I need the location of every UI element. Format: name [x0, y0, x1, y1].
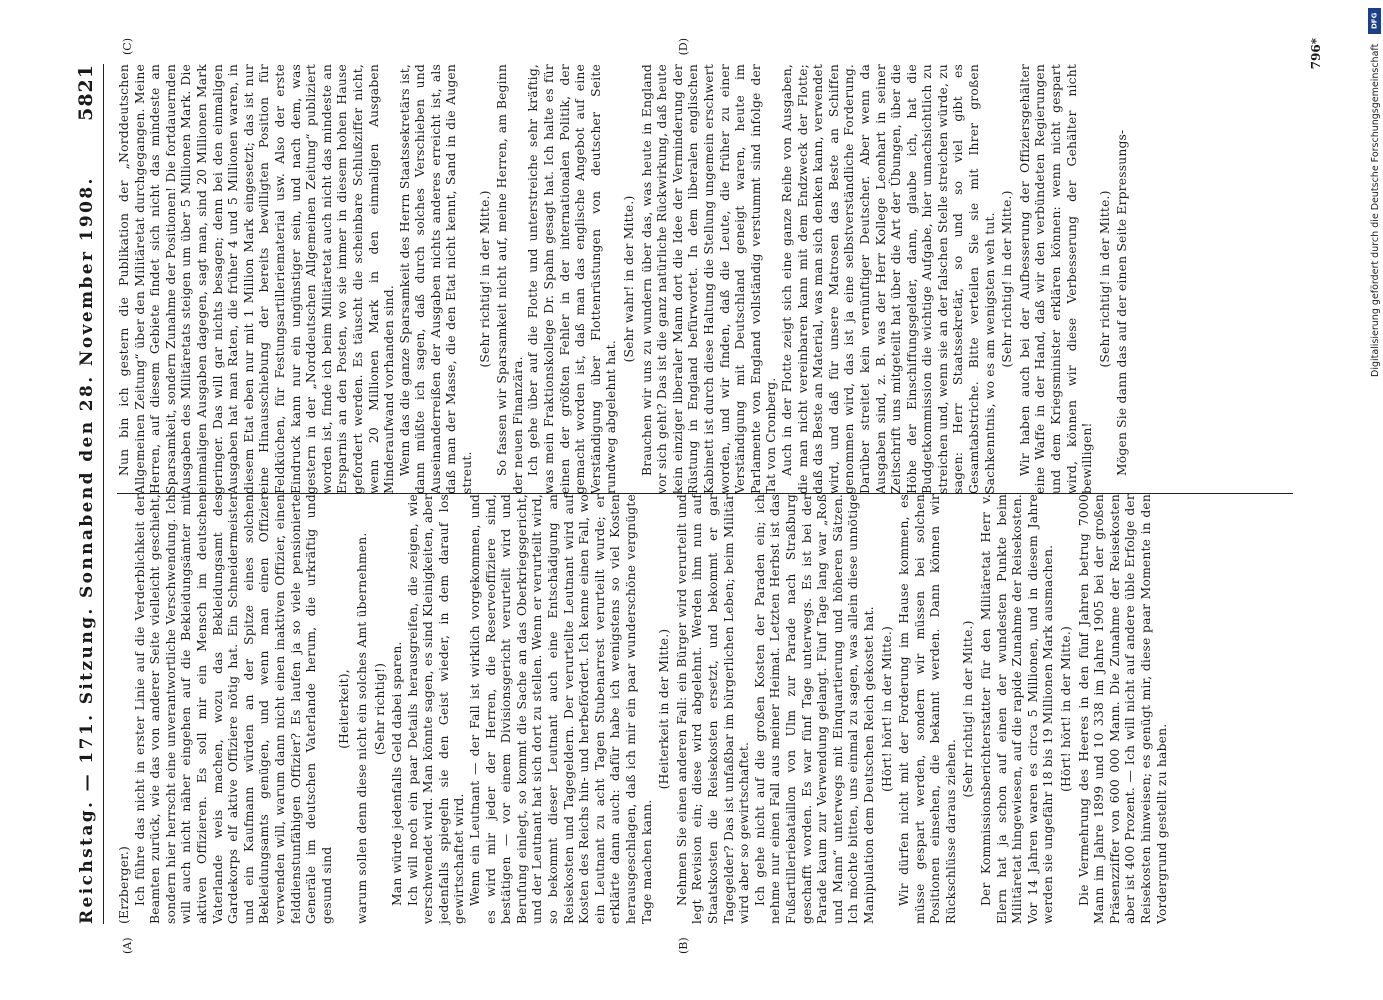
paragraph: Mögen Sie dann das auf der einen Seite Erpressungs- — [1115, 129, 1130, 476]
margin-marker-a: (A) — [121, 937, 134, 954]
interjection: (Sehr richtig! in der Mitte.) — [477, 190, 492, 368]
paragraph: So fassen wir Sparsamkeit nicht auf, meine Herren, am Beginn der neuen Finanzära. — [495, 64, 525, 494]
digitization-notice: Digitalisierung gefördert durch die Deutsche Forschungsgemeinschaft — [1370, 44, 1381, 378]
interjection: (Heiterkeit in der Mitte.) — [657, 628, 672, 790]
paragraph: Wenn ein Leutnant — der Fall ist wirklich vorgekommen, und es wird mir jeder der Herren, die Reserveoffiziere sind, bestätigen — vor einem Divisionsgericht verurteilt wird und Berufung einlegt, so kommt die Sache an das Oberkriegsgericht, und der Leutnant hat sich dort zu stellen. Wenn er verurteilt wird, so bekommt dieser Leutnant auch eine Entschädigung an Reisekosten und Tagegeldern. Der verurteilte Leutnant wird auf Kosten des Reichs hin- und herbefördert. Ich kenne einen Fall, wo ein Leutnant zu acht Tagen Stubenarrest verurteilt wurde; er erklärte dann auch: dafür habe ich wenigstens so viel Kosten herausgeschlagen, daß ich mir ein paar wunderschöne vergnügte Tage machen kann. — [468, 494, 654, 924]
interjection: (Heiterkeit), — [337, 669, 352, 749]
paragraph: Nehmen Sie einen anderen Fall: ein Bürger wird verurteilt und legt Revision ein; diese wird abgelehnt. Werden ihm nun auf Staatskosten die Reisekosten ersetzt, und bekommt er gar Tagegelder? Das ist unfaßbar im bürgerlichen Leben; beim Militär wird aber so gewirtschaftet. — [674, 494, 752, 924]
left-column — [117, 494, 1293, 924]
interjection: (Sehr richtig! in der Mitte.) — [1000, 190, 1015, 368]
digitization-strip — [1365, 0, 1383, 1000]
rotated-newspaper-page — [51, 30, 1331, 970]
paragraph: (Erzberger.) — [117, 846, 131, 924]
margin-marker-c: (C) — [121, 38, 134, 55]
paragraph: Auch in der Flotte zeigt sich eine ganze Reihe von Ausgaben, die man nicht vereinbaren kann mit dem Endzweck der Flotte; daß das Beste an Material, was man sich denken kann, verwendet wird, und daß für unsere Matrosen das Beste an Schiffen genommen wird, das ist ja eine selbstverständliche Forderung. Darüber streitet kein vernünftiger Deutscher. Aber wenn da Ausgaben sind, z. B. was der Herr Kollege Leonhart in seiner Zeitschrift uns mitgeteilt hat über die Art der Übungen, über die Höhe der Einschiffungsgelder, dann, glaube ich, hat die Budgetkommission die wichtige Aufgabe, hier unnachsichtlich zu streichen und, wenn sie an der falschen Stelle streichen würde, zu sagen: Herr Staatssekretär, so und so viel gibt es Gesamtabstriche. Bitte verteilen Sie sie mit Ihrer großen Sachkenntnis, wo es am wenigsten weh tut. — [779, 64, 997, 494]
paragraph: Wenn das die ganze Sparsamkeit des Herrn Staatssekretärs ist, dann müßte ich sagen, daß durch solches Verschieben und Auseinanderreißen der Ausgaben nichts anderes erreicht ist, als daß man der Masse, die den Etat nicht kennt, Sand in die Augen streut. — [397, 64, 475, 494]
paragraph: Wir haben auch bei der Aufbesserung der Offiziersgehälter eine Waffe in der Hand, daß wir den verbündeten Regierungen und dem Kriegsminister erklären können: wenn nicht gespart wird, können wir diese Verbesserung der Gehälter nicht bewilligen! — [1017, 64, 1095, 494]
interjection: (Hört! hört! in der Mitte.) — [879, 625, 894, 793]
page-header — [73, 64, 104, 924]
margin-marker-b: (B) — [677, 937, 690, 954]
interjection: (Sehr richtig! in der Mitte.) — [1097, 190, 1112, 368]
margin-marker-d: (D) — [677, 38, 690, 56]
interjection: (Sehr richtig! in der Mitte.) — [961, 620, 976, 798]
paragraph: Ich gehe über auf die Flotte und unterstreiche sehr kräftig, was mein Fraktionskollege Dr. Spahn gesagt hat. Ich halte es für einen der größten Fehler in der internationalen Politik, der gemacht worden ist, daß man das englische Angebot auf eine Verständigung über Flottenrüstungen von deutscher Seite rundweg abgelehnt hat. — [526, 64, 619, 494]
paragraph: Nun bin ich gestern die Publikation der „Norddeutschen Allgemeinen Zeitung“ über den Militäretat durchgegangen. Meine Herren, auf diesem Gebiete findet sich nicht das mindeste an Sparsamkeit, sondern Zunahme der Positionen! Die fortdauernden Ausgaben des Militäretats steigen um über 5 Millionen Mark. Die einmaligen Ausgaben dagegen, sagt man, sind 20 Millionen Mark geringer. Das will gar nichts besagen; denn bei den einmaligen Ausgaben hat man Raten, die früher 4 und 5 Millionen waren, in diesem Etat eben nur mit 1 Million Mark eingesetzt; das ist nur eine Hinausschiebung der bereits bewilligten Position für Feldküchen, für Festungsartilleriematerial usw. Also der erste Eindruck kann nur ein ungünstiger sein, und nach dem, was gestern in der „Norddeutschen Allgemeinen Zeitung“ publiziert worden ist, finde ich beim Militäretat auch nicht das mindeste an Ersparnis an den Posten, wo sie immer in diesem hohen Hause gefordert werden. Es täuscht die scheinbare Schlußziffer nicht, wenn 20 Millionen Mark in den einmaligen Ausgaben Minderaufwand vorhanden sind. — [117, 64, 397, 494]
dfg-logo: DFG — [1368, 8, 1381, 34]
interjection: (Hört! hört! in der Mitte.) — [1059, 625, 1074, 793]
paragraph: Die Vermehrung des Heeres in den fünf Jahren betrug 7000 Mann im Jahre 1899 und 10 338 im Jahre 1905 bei der großen Präsenzziffer von 600 000 Mann. Die Zunahme der Reisekosten aber ist 400 Prozent. — Ich will nicht auf andere üble Erfolge der Reisekosten hinweisen; es genügt mir, diese paar Momente in den Vordergrund gestellt zu haben. — [1076, 494, 1169, 924]
paragraph: Der Kommissionsberichterstatter für den Militäretat Herr v. Elern hat ja schon auf einen der wundesten Punkte beim Militäretat hingewiesen, auf die rapide Zunahme der Reisekosten. Vor 14 Jahren waren es circa 5 Millionen, und in diesem Jahre werden sie ungefähr 18 bis 19 Millionen Mark ausmachen. — [979, 494, 1056, 924]
paragraph: Ich führe das nicht in erster Linie auf die Verderblichkeit der Beamten zurück, wie das von anderer Seite vielleicht geschieht, sondern hier herrscht eine unverantwortliche Verschwendung. Ich will auch nicht näher eingehen auf die Bekleidungsämter mit aktiven Offizieren. Es soll mir ein Mensch im deutschen Vaterlande weis machen, wozu das Bekleidungsamt des Gardekorps elf aktive Offiziere nötig hat. Ein Schneidermeister und ein Kaufmann würden an der Spitze eines solchen Bekleidungsamts genügen, und wenn man einen Offizier verwenden will, warum dann nicht einen inaktiven Offizier, einen felddienstunfähigen Offizier? Es laufen ja so viele pensionierte Generäle im deutschen Vaterlande herum, die urkräftig und gesund sind — [132, 494, 334, 924]
interjection: (Sehr richtig!) — [372, 662, 387, 756]
paragraph: Ich will noch ein paar Details herausgreifen, die zeigen, wie verschwendet wird. Man könnte sagen, es sind Kleinigkeiten, aber jedenfalls spiegeln sie den Geist wieder, in dem darauf los gewirtschaftet wird. — [405, 494, 467, 924]
signature-mark: 796* — [1309, 38, 1323, 70]
paragraph: Ich gehe nicht auf die großen Kosten der Paraden ein; ich nehme nur einen Fall aus meiner Heimat. Letzten Herbst ist das Fußartilleriebataillon von Ulm zur Parade nach Straßburg geschafft worden. Es war fünf Tage unterwegs. Es ist bei der Parade kaum zur Verwendung gelangt. Fünf Tage lang war „Roß und Mann“ unterwegs mit Einquartierung und höheren Sätzen. Ich möchte bitten, uns einmal zu sagen, was allein diese unnötige Manipulation dem Deutschen Reich gekostet hat. — [752, 494, 876, 924]
right-column — [117, 64, 1293, 494]
paragraph: warum sollen denn diese nicht ein solches Amt übernehmen. — [354, 532, 369, 924]
paragraph: Man würde jedenfalls Geld dabei sparen. — [390, 641, 405, 906]
page-number: 5821 — [75, 64, 97, 121]
text-columns — [117, 38, 1293, 954]
header-title: Reichstag. — 171. Sitzung. Sonnabend den 28. November 1908. — [77, 176, 97, 924]
paragraph: Wir dürfen nicht mit der Forderung im Hause kommen, es müsse gespart werden, sondern wir müssen bei solchen Positionen einsehen, die bekannt werden. Dann können wir Rückschlüsse daraus ziehen. — [897, 494, 958, 924]
paragraph: Brauchen wir uns zu wundern über das, was heute in England vor sich geht? Das ist die ganz natürliche Rückwirkung, daß heute kein einziger liberaler Mann dort die Idee der Verminderung der Rüstung in England befürwortet. In dem liberalen englischen Kabinett ist durch diese Haltung die Stellung ungemein erschwert worden, und wir finden, daß die Leute, die früher zu einer Verständigung mit Deutschland geneigt waren, heute im Parlamente von England vollständig verstummt sind infolge der Tat von Cronberg. — [639, 64, 779, 494]
interjection: (Sehr wahr! in der Mitte.) — [622, 195, 636, 363]
